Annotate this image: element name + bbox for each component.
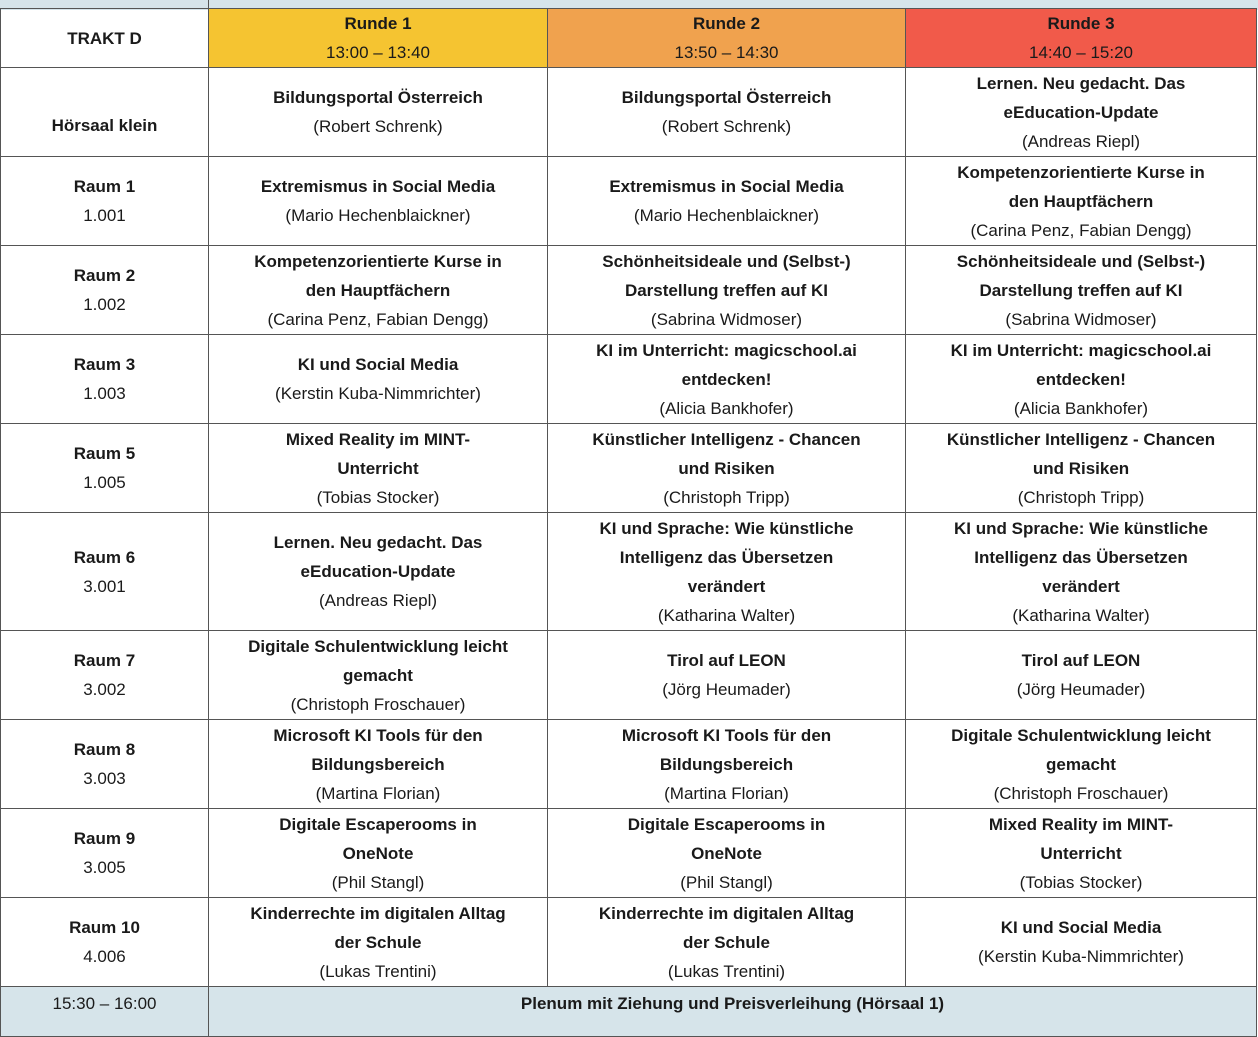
session-title: Lernen. Neu gedacht. Das (976, 73, 1186, 93)
session-title: Künstlicher Intelligenz - Chancen (946, 429, 1216, 449)
room-cell (1, 898, 209, 987)
session-title: KI und Sprache: Wie künstliche (599, 518, 854, 538)
session-title: eEducation-Update (300, 562, 456, 581)
trakt-text: TRAKT D (67, 28, 142, 48)
room-row (1, 513, 1257, 631)
session-cell (906, 68, 1257, 157)
session-title: Microsoft KI Tools für den (621, 725, 832, 745)
session-title: Tirol auf LEON (667, 651, 786, 670)
room-row (1, 246, 1257, 335)
room-cell (1, 809, 209, 898)
session-title: Mixed Reality im MINT- (285, 429, 471, 449)
round-3-label: Runde 3 (1047, 14, 1115, 33)
session-speaker: (Robert Schrenk) (313, 117, 443, 136)
session-cell (548, 720, 906, 809)
session-speaker: (Kerstin Kuba-Nimmrichter) (978, 947, 1184, 966)
session-title: Extremismus in Social Media (609, 177, 844, 196)
room-number: 1.003 (83, 384, 126, 403)
session-speaker: (Tobias Stocker) (316, 487, 440, 507)
session-title: Microsoft KI Tools für den (273, 725, 483, 745)
session-speaker: (Lukas Trentini) (319, 961, 437, 981)
round-3-time: 14:40 – 15:20 (1029, 43, 1133, 62)
session-title: OneNote (691, 843, 762, 863)
footer-plenum: Plenum mit Ziehung und Preisverleihung (Hörsaal 1) (209, 987, 1257, 1037)
session-speaker: (Katharina Walter) (1012, 605, 1150, 625)
session-title: eEducation-Update (1003, 102, 1159, 122)
session-cell (209, 809, 548, 898)
room-row (1, 424, 1257, 513)
session-speaker: (Martina Florian) (315, 783, 441, 803)
session-cell (906, 513, 1257, 631)
session-speaker: (Lukas Trentini) (667, 961, 786, 981)
session-title: Kompetenzorientierte Kurse in (957, 162, 1205, 182)
session-title: Künstlicher Intelligenz - Chancen (592, 429, 861, 449)
session-title: KI und Social Media (1000, 918, 1162, 937)
session-speaker: (Katharina Walter) (657, 605, 796, 625)
session-cell (548, 424, 906, 513)
room-name: Hörsaal klein (51, 115, 158, 135)
session-cell (548, 809, 906, 898)
session-title: Digitale Escaperooms in (627, 814, 826, 834)
session-title: Unterricht (337, 458, 419, 478)
room-number: 3.001 (83, 576, 126, 596)
session-cell (906, 157, 1257, 246)
session-title: Schönheitsideale und (Selbst-) (602, 251, 851, 271)
session-title: Lernen. Neu gedacht. Das (273, 533, 483, 552)
session-title: Bildungsportal Österreich (621, 88, 832, 107)
session-title: Bildungsportal Österreich (273, 88, 483, 107)
session-title: Intelligenz das Übersetzen (619, 547, 834, 567)
room-row (1, 335, 1257, 424)
session-title: KI im Unterricht: magicschool.ai (596, 340, 857, 360)
session-cell (209, 424, 548, 513)
schedule-table (0, 8, 1257, 1037)
session-title: Bildungsbereich (659, 754, 794, 774)
session-speaker: (Phil Stangl) (680, 872, 773, 892)
session-title: Digitale Schulentwicklung leicht (248, 636, 508, 656)
room-row (1, 720, 1257, 809)
room-cell (1, 513, 209, 631)
session-speaker: (Sabrina Widmoser) (650, 309, 803, 329)
session-title: Digitale Schulentwicklung leicht (951, 725, 1211, 745)
room-name: Raum 3 (73, 355, 136, 374)
room-number: 3.002 (83, 680, 126, 699)
room-number: 3.003 (83, 769, 126, 788)
session-speaker: (Christoph Froschauer) (993, 783, 1169, 803)
session-title: KI und Sprache: Wie künstliche (954, 518, 1208, 538)
session-cell (906, 335, 1257, 424)
session-cell (906, 631, 1257, 720)
session-title: gemacht (1046, 754, 1116, 774)
room-cell (1, 157, 209, 246)
room-cell (1, 631, 209, 720)
session-speaker: (Mario Hechenblaickner) (285, 206, 471, 225)
session-title: OneNote (342, 843, 414, 863)
session-title: Kompetenzorientierte Kurse in (254, 251, 502, 271)
session-title: den Hauptfächern (1008, 191, 1154, 211)
session-title: Bildungsbereich (311, 754, 445, 774)
room-cell (1, 335, 209, 424)
room-number: 1.005 (83, 473, 126, 492)
session-title: der Schule (683, 932, 770, 952)
footer-time: 15:30 – 16:00 (1, 987, 209, 1037)
session-title: Kinderrechte im digitalen Alltag (598, 903, 855, 923)
room-row (1, 68, 1257, 157)
session-title: der Schule (334, 932, 422, 952)
session-speaker: (Martina Florian) (664, 783, 789, 803)
session-title: Schönheitsideale und (Selbst-) (956, 251, 1206, 271)
room-number: 1.002 (83, 295, 126, 314)
session-title: KI und Social Media (297, 355, 459, 374)
session-title: KI im Unterricht: magicschool.ai (950, 340, 1212, 360)
session-speaker: (Jörg Heumader) (1016, 680, 1146, 699)
session-cell (209, 720, 548, 809)
round-1-time: 13:00 – 13:40 (326, 43, 430, 62)
room-cell (1, 68, 209, 157)
session-cell (209, 157, 548, 246)
room-name: Raum 9 (73, 829, 136, 848)
room-name: Raum 10 (69, 918, 140, 937)
session-title: Darstellung treffen auf KI (624, 280, 829, 300)
session-speaker: (Mario Hechenblaickner) (633, 206, 820, 225)
session-speaker: (Andreas Riepl) (1021, 131, 1141, 151)
header-row (1, 9, 1257, 68)
session-title: entdecken! (1036, 369, 1126, 389)
session-cell (209, 246, 548, 335)
room-name: Raum 8 (73, 740, 136, 759)
room-name: Raum 7 (73, 651, 136, 670)
session-cell (209, 898, 548, 987)
room-number: 4.006 (83, 947, 126, 966)
session-speaker: (Tobias Stocker) (1019, 872, 1143, 892)
room-name: Raum 2 (73, 266, 136, 285)
footer-row (1, 987, 1257, 1037)
session-title: Unterricht (1040, 843, 1122, 863)
session-title: und Risiken (1032, 458, 1130, 478)
session-cell (548, 157, 906, 246)
session-title: Digitale Escaperooms in (279, 814, 477, 834)
session-cell (906, 809, 1257, 898)
session-speaker: (Kerstin Kuba-Nimmrichter) (275, 384, 481, 403)
session-speaker: (Christoph Tripp) (1017, 487, 1145, 507)
session-cell (548, 898, 906, 987)
room-number: 3.005 (83, 858, 126, 877)
session-speaker: (Christoph Froschauer) (290, 694, 466, 714)
session-cell (209, 68, 548, 157)
session-speaker: (Christoph Tripp) (663, 487, 790, 507)
session-speaker: (Phil Stangl) (331, 872, 425, 892)
session-title: Kinderrechte im digitalen Alltag (250, 903, 506, 923)
room-name: Raum 1 (73, 177, 136, 196)
session-title: Darstellung treffen auf KI (979, 280, 1183, 300)
session-title: entdecken! (681, 369, 772, 389)
session-cell (906, 898, 1257, 987)
round-3-header (906, 9, 1257, 68)
round-1-label: Runde 1 (344, 14, 412, 33)
session-title: den Hauptfächern (305, 280, 451, 300)
session-title: Mixed Reality im MINT- (988, 814, 1174, 834)
session-cell (548, 335, 906, 424)
round-2-label: Runde 2 (692, 14, 761, 33)
session-speaker: (Robert Schrenk) (661, 117, 792, 136)
room-row (1, 898, 1257, 987)
session-cell (209, 335, 548, 424)
room-number: 1.001 (83, 206, 126, 225)
session-cell (548, 68, 906, 157)
session-cell (548, 631, 906, 720)
trakt-label (1, 9, 209, 68)
session-speaker: (Alicia Bankhofer) (1013, 398, 1149, 418)
session-title: Extremismus in Social Media (260, 177, 496, 196)
session-speaker: (Andreas Riepl) (318, 591, 438, 610)
session-cell (548, 513, 906, 631)
session-cell (209, 513, 548, 631)
round-2-header (548, 9, 906, 68)
session-cell (906, 720, 1257, 809)
room-cell (1, 720, 209, 809)
session-title: und Risiken (678, 458, 775, 478)
session-speaker: (Carina Penz, Fabian Dengg) (970, 220, 1192, 240)
round-2-time: 13:50 – 14:30 (674, 43, 779, 62)
room-row (1, 809, 1257, 898)
session-title: verändert (1042, 576, 1120, 596)
session-title: Intelligenz das Übersetzen (974, 547, 1188, 567)
round-1-header (209, 9, 548, 68)
session-cell (548, 246, 906, 335)
session-speaker: (Carina Penz, Fabian Dengg) (267, 309, 489, 329)
session-title: Tirol auf LEON (1021, 651, 1141, 670)
session-speaker: (Sabrina Widmoser) (1005, 309, 1157, 329)
room-cell (1, 246, 209, 335)
session-cell (906, 424, 1257, 513)
session-speaker: (Jörg Heumader) (662, 680, 791, 699)
room-row (1, 157, 1257, 246)
session-speaker: (Alicia Bankhofer) (659, 398, 794, 418)
room-cell (1, 424, 209, 513)
session-cell (906, 246, 1257, 335)
room-row (1, 631, 1257, 720)
session-title: gemacht (343, 665, 413, 685)
room-name: Raum 5 (73, 444, 136, 463)
room-name: Raum 6 (73, 547, 136, 567)
session-title: verändert (687, 576, 766, 596)
session-cell (209, 631, 548, 720)
